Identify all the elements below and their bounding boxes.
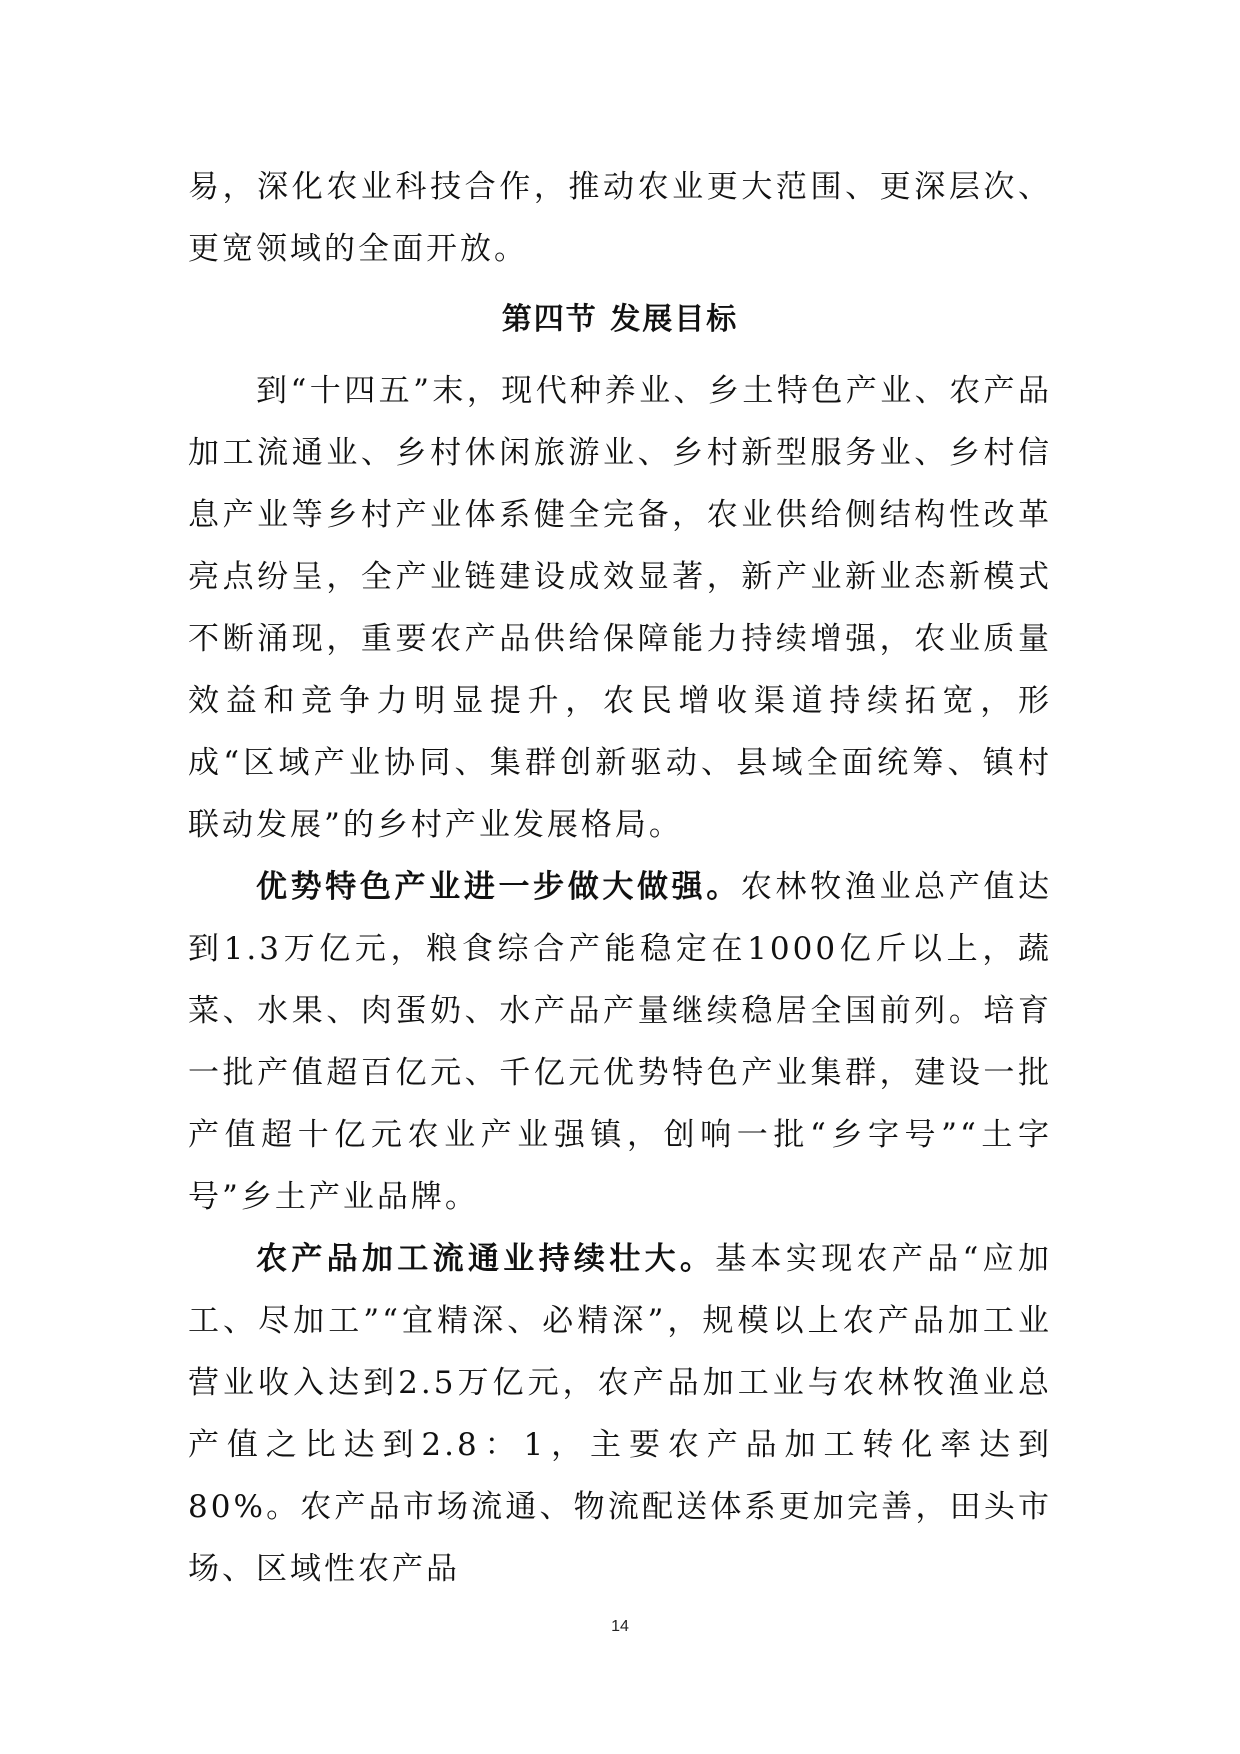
paragraph-lead: 农产品加工流通业持续壮大。 (256, 1241, 716, 1277)
paragraph-text: 到“十四五”末，现代种养业、乡土特色产业、农产品加工流通业、乡村休闲旅游业、乡村新型服务业、乡村信息产业等乡村产业体系健全完备，农业供给侧结构性改革亮点纷呈，全产业链建设成效显著，新产业新业态新模式不断涌现，重要农产品供给保障能力持续增强，农业质量效益和竞争力明显提升，农民增收渠道持续拓宽，形成“区域产业协同、集群创新驱动、县域全面统筹、镇村联动发展”的乡村产业发展格局。 (188, 373, 1052, 843)
paragraph-specialty-industries (188, 856, 1052, 1228)
section-heading: 第四节 发展目标 (501, 302, 739, 337)
paragraph-text: 基本实现农产品“应加工、尽加工”“宜精深、必精深”，规模以上农产品加工业营业收入达到2.5万亿元，农产品加工业与农林牧渔业总产值之比达到2.8：1，主要农产品加工转化率达到80%。农产品市场流通、物流配送体系更加完善，田头市场、区域性农产品 (188, 1241, 1052, 1587)
paragraph-text: 农林牧渔业总产值达到1.3万亿元，粮食综合产能稳定在1000亿斤以上，蔬菜、水果、肉蛋奶、水产品产量继续稳居全国前列。培育一批产值超百亿元、千亿元优势特色产业集群，建设一批产值超十亿元农业产业强镇，创响一批“乡字号”“土字号”乡土产业品牌。 (188, 869, 1053, 1215)
paragraph-lead: 优势特色产业进一步做大做强。 (256, 869, 741, 905)
page-number: 14 (611, 1618, 629, 1635)
page-body (188, 156, 1052, 1600)
paragraph-processing-distribution (188, 1228, 1052, 1600)
paragraph-overview (188, 360, 1052, 856)
continued-paragraph: 易，深化农业科技合作，推动农业更大范围、更深层次、更宽领域的全面开放。 (188, 169, 1052, 267)
